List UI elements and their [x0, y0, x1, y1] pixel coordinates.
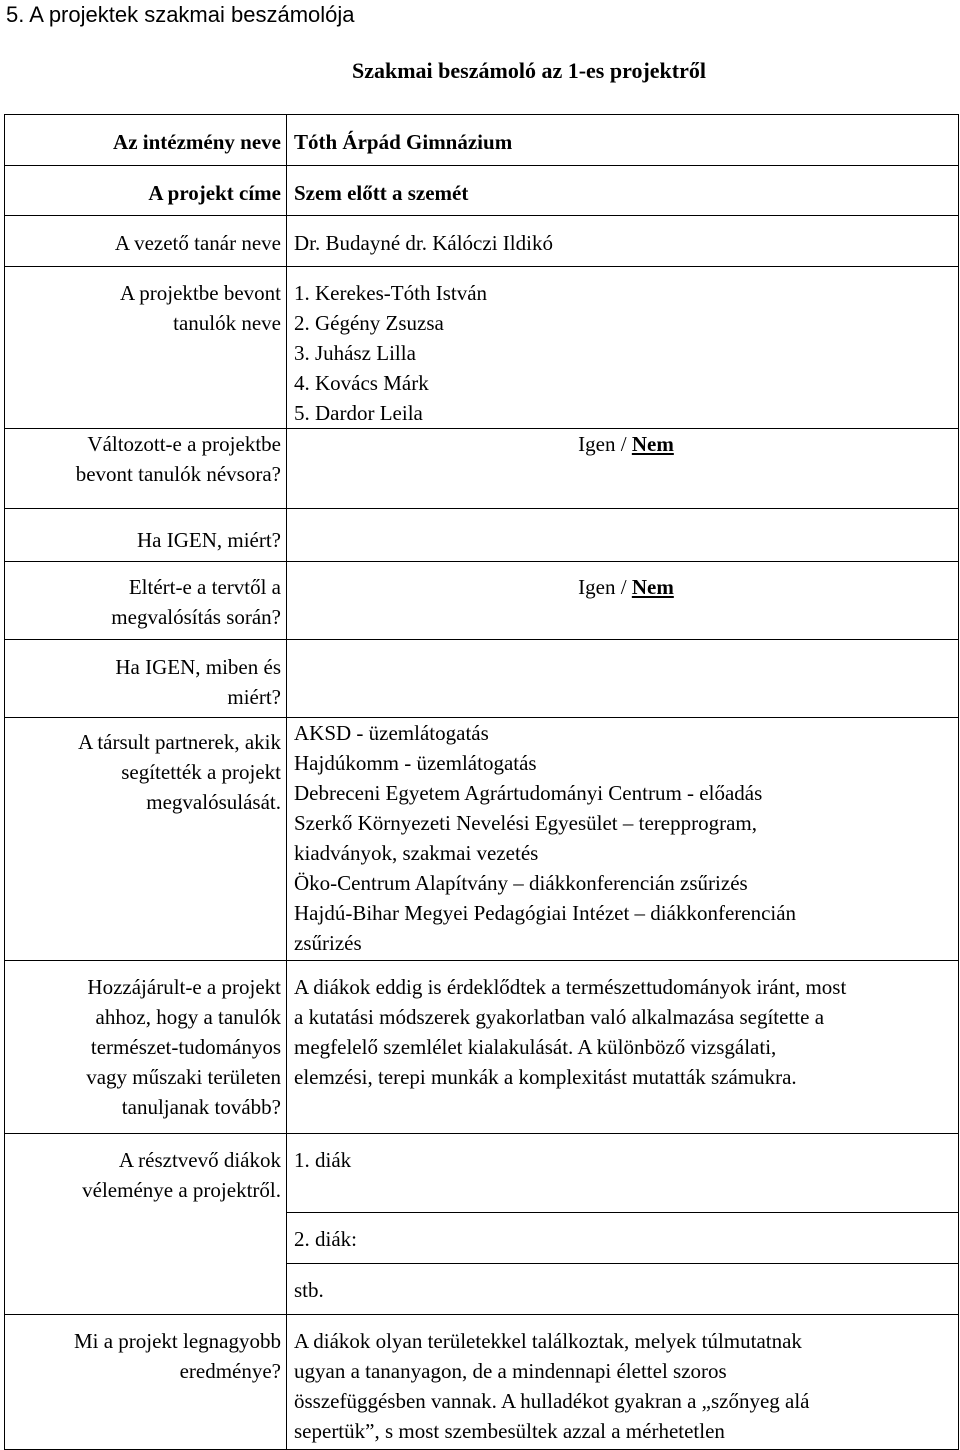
partner-line: AKSD - üzemlátogatás — [294, 721, 489, 745]
value-project-title: Szem előtt a szemét — [287, 166, 959, 216]
value-roster-why — [287, 509, 959, 562]
row-institution — [5, 115, 959, 166]
label-result-line1: Mi a projekt legnagyobb — [73, 1329, 281, 1353]
label-partners-line3: megvalósulását. — [146, 790, 281, 814]
student-name: 4. Kovács Márk — [294, 371, 429, 395]
row-roster-changed — [5, 429, 959, 509]
label-lead-teacher: A vezető tanár neve — [5, 216, 287, 267]
row-partners — [5, 718, 959, 961]
label-result — [5, 1315, 287, 1450]
label-result-line2: eredménye? — [179, 1359, 281, 1383]
label-partners-line2: segítették a projekt — [121, 760, 281, 784]
option-separator: / — [615, 432, 632, 456]
option-separator: / — [615, 575, 632, 599]
student-name: 2. Gégény Zsuzsa — [294, 311, 444, 335]
partner-line: Szerkő Környezeti Nevelési Egyesület – terepprogram, — [294, 811, 757, 835]
opinion-etc: stb. — [287, 1264, 959, 1315]
label-opinions — [5, 1134, 287, 1315]
label-contribution-line: ahhoz, hogy a tanulók — [95, 1005, 281, 1029]
value-lead-teacher: Dr. Budayné dr. Kálóczi Ildikó — [287, 216, 959, 267]
label-contribution-line: vagy műszaki területen — [86, 1065, 281, 1089]
value-partners — [287, 718, 959, 961]
row-students — [5, 267, 959, 429]
label-opinions-line1: A résztvevő diákok — [118, 1148, 281, 1172]
option-no-selected: Nem — [631, 575, 674, 599]
label-partners — [5, 718, 287, 961]
label-deviation-line2: megvalósítás során? — [111, 605, 281, 629]
label-partners-line1: A társult partnerek, akik — [78, 730, 281, 754]
label-contribution-line: tanuljanak tovább? — [121, 1095, 281, 1119]
yes-no-choice — [294, 429, 958, 459]
value-students — [287, 267, 959, 429]
document-title: Szakmai beszámoló az 1-es projektről — [352, 58, 706, 83]
value-contribution — [287, 961, 959, 1134]
value-roster-changed — [287, 429, 959, 509]
result-line: összefüggésben vannak. A hulladékot gyakran a „szőnyeg alá — [294, 1389, 810, 1413]
partner-line: zsűrizés — [294, 931, 362, 955]
partner-line: kiadványok, szakmai vezetés — [294, 841, 539, 865]
row-opinion-1 — [5, 1134, 959, 1213]
result-line: A diákok olyan területekkel találkoztak, melyek túlmutatnak — [294, 1329, 802, 1353]
student-name: 1. Kerekes-Tóth István — [294, 281, 488, 305]
option-no-selected: Nem — [631, 432, 674, 456]
label-contribution-line: természet-tudományos — [90, 1035, 281, 1059]
label-roster-why: Ha IGEN, miért? — [5, 509, 287, 562]
partner-line: Debreceni Egyetem Agrártudományi Centrum - előadás — [294, 781, 763, 805]
row-result — [5, 1315, 959, 1450]
option-yes: Igen — [578, 432, 616, 456]
value-deviation — [287, 562, 959, 640]
value-result — [287, 1315, 959, 1450]
report-table — [4, 114, 959, 1450]
opinion-student-1: 1. diák — [287, 1134, 959, 1213]
row-deviation-why — [5, 640, 959, 718]
contribution-line: megfelelő szemlélet kialakulását. A különböző vizsgálati, — [294, 1035, 777, 1059]
yes-no-choice — [294, 572, 958, 602]
value-deviation-why — [287, 640, 959, 718]
label-opinions-line2: véleménye a projektről. — [82, 1178, 281, 1202]
label-roster-line1: Változott-e a projektbe — [87, 432, 281, 456]
partner-line: Öko-Centrum Alapítvány – diákkonferencián zsűrizés — [294, 871, 748, 895]
student-name: 5. Dardor Leila — [294, 401, 423, 425]
label-deviation-line1: Eltért-e a tervtől a — [128, 575, 281, 599]
result-line: sepertük”, s most szembesültek azzal a mérhetetlen — [294, 1419, 725, 1443]
opinion-student-2: 2. diák: — [287, 1213, 959, 1264]
label-roster-changed — [5, 429, 287, 509]
label-deviation-why — [5, 640, 287, 718]
result-line: ugyan a tananyagon, de a mindennapi élettel szoros — [294, 1359, 727, 1383]
row-project-title — [5, 166, 959, 216]
label-institution: Az intézmény neve — [5, 115, 287, 166]
contribution-line: elemzési, terepi munkák a komplexitást mutatták számukra. — [294, 1065, 797, 1089]
section-heading: 5. A projektek szakmai beszámolója — [6, 2, 355, 27]
label-roster-line2: bevont tanulók névsora? — [75, 462, 281, 486]
contribution-line: A diákok eddig is érdeklődtek a természettudományok iránt, most — [294, 975, 847, 999]
row-roster-why — [5, 509, 959, 562]
label-students — [5, 267, 287, 429]
label-deviation-why-line2: miért? — [227, 685, 281, 709]
partner-line: Hajdú-Bihar Megyei Pedagógiai Intézet – diákkonferencián — [294, 901, 797, 925]
option-yes: Igen — [578, 575, 616, 599]
value-institution: Tóth Árpád Gimnázium — [287, 115, 959, 166]
label-students-line2: tanulók neve — [173, 311, 281, 335]
student-name: 3. Juhász Lilla — [294, 341, 416, 365]
label-contribution-line: Hozzájárult-e a projekt — [87, 975, 281, 999]
label-contribution — [5, 961, 287, 1134]
contribution-line: a kutatási módszerek gyakorlatban való alkalmazása segítette a — [294, 1005, 825, 1029]
row-contribution — [5, 961, 959, 1134]
label-students-line1: A projektbe bevont — [120, 281, 281, 305]
partner-line: Hajdúkomm - üzemlátogatás — [294, 751, 537, 775]
label-deviation — [5, 562, 287, 640]
row-lead-teacher — [5, 216, 959, 267]
label-deviation-why-line1: Ha IGEN, miben és — [115, 655, 281, 679]
row-deviation — [5, 562, 959, 640]
label-project-title: A projekt címe — [5, 166, 287, 216]
